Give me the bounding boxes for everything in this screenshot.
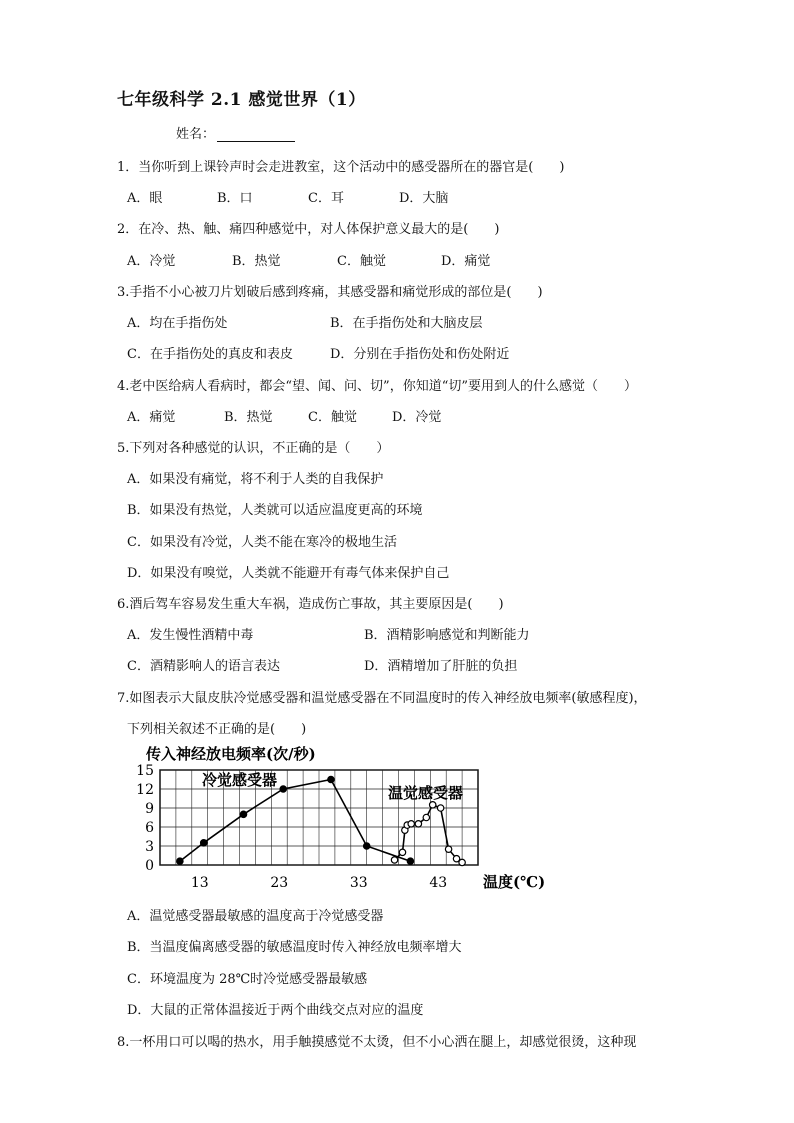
question-8-stem: 8.一杯用口可以喝的热水，用手触摸感觉不太烫，但不小心洒在腿上，却感觉很烫，这种现 [117,1035,637,1050]
warm-receptor-point [459,859,465,865]
x-tick-label: 13 [190,875,209,891]
q4-option-b: B．热觉 [224,410,273,425]
q5-option-b: B．如果没有热觉，人类就可以适应温度更高的环境 [127,503,423,518]
warm-receptor-point [408,821,414,827]
cold-receptor-point [240,811,246,817]
q2-option-c: C．触觉 [337,254,386,269]
question-1-stem: 1．当你听到上课铃声时会走进教室，这个活动中的感受器所在的器官是( ) [117,160,565,175]
q5-option-a: A．如果没有痛觉，将不利于人类的自我保护 [127,472,384,487]
y-tick-label: 0 [145,858,154,874]
series-label-warm: 温觉感受器 [388,784,464,802]
y-tick-label: 9 [145,801,154,817]
q3-option-c: C．在手指伤处的真皮和表皮 [127,347,293,362]
q2-option-d: D．痛觉 [441,254,491,269]
warm-receptor-point [399,849,405,855]
y-tick-label: 15 [136,763,154,779]
name-label: 姓名： [176,127,216,142]
chart-y-ticks [136,763,154,874]
warm-receptor-point [429,802,435,808]
x-tick-label: 43 [429,875,448,891]
question-5-stem: 5.下列对各种感觉的认识，不正确的是（ ） [117,441,390,456]
q6-option-c: C．酒精影响人的语言表达 [127,659,280,674]
chart-xlabel: 温度(℃) [483,873,546,891]
cold-receptor-point [407,858,413,864]
q3-option-d: D．分别在手指伤处和伤处附近 [330,347,510,362]
warm-receptor-point [437,805,443,811]
q3-option-b: B．在手指伤处和大脑皮层 [330,316,483,331]
q1-option-d: D．大脑 [399,191,449,206]
cold-receptor-point [328,776,334,782]
q6-option-d: D．酒精增加了肝脏的负担 [364,659,518,674]
cold-receptor-line [180,780,411,862]
warm-receptor-point [415,821,421,827]
q2-option-a: A．冷觉 [127,254,176,269]
q7-option-d: D．大鼠的正常体温接近于两个曲线交点对应的温度 [127,1003,424,1018]
name-field-row [176,123,295,142]
q3-option-a: A．均在手指伤处 [127,316,228,331]
q7-option-c: C．环境温度为 28℃时冷觉感受器最敏感 [127,972,368,987]
x-tick-label: 33 [349,875,368,891]
page-title: 七年级科学 2.1 感觉世界（1） [117,90,366,110]
q5-option-d: D．如果没有嗅觉，人类就不能避开有毒气体来保护自己 [127,566,450,581]
q4-option-c: C．触觉 [308,410,357,425]
warm-receptor-point [445,846,451,852]
chart-x-ticks [191,875,447,891]
question-7-stem: 7.如图表示大鼠皮肤冷觉感受器和温觉感受器在不同温度时的传入神经放电频率(敏感程度)， [117,691,647,706]
q5-option-c: C．如果没有冷觉，人类不能在寒冷的极地生活 [127,535,397,550]
q1-option-a: A．眼 [127,191,163,206]
question-6-stem: 6.酒后驾车容易发生重大车祸，造成伤亡事故，其主要原因是( ) [117,597,504,612]
q4-option-a: A．痛觉 [127,410,176,425]
warm-receptor-point [423,814,429,820]
y-tick-label: 3 [145,839,154,855]
cold-receptor-point [177,858,183,864]
q1-option-c: C．耳 [308,191,344,206]
x-tick-label: 23 [270,875,289,891]
cold-receptor-point [201,840,207,846]
cold-receptor-point [364,843,370,849]
q6-option-a: A．发生慢性酒精中毒 [127,628,254,643]
y-tick-label: 6 [145,820,154,836]
warm-receptor-point [391,857,397,863]
chart-ylabel: 传入神经放电频率(次/秒) [146,745,316,763]
name-blank-line[interactable] [217,128,295,142]
cold-receptor-point [280,786,286,792]
question-3-stem: 3.手指不小心被刀片划破后感到疼痛，其感受器和痛觉形成的部位是( ) [117,285,543,300]
question-2-stem: 2．在冷、热、触、痛四种感觉中，对人体保护意义最大的是( ) [117,222,500,237]
q2-option-b: B．热觉 [232,254,281,269]
series-label-cold: 冷觉感受器 [202,771,278,789]
q4-option-d: D．冷觉 [392,410,442,425]
question-7-stem-continued: 下列相关叙述不正确的是( ) [127,722,307,737]
q6-option-b: B．酒精影响感觉和判断能力 [364,628,530,643]
q7-option-a: A．温觉感受器最敏感的温度高于冷觉感受器 [127,909,384,924]
y-tick-label: 12 [136,782,154,798]
q1-option-b: B．口 [217,191,253,206]
nerve-frequency-chart [118,742,578,892]
question-4-stem: 4.老中医给病人看病时，都会“望、闻、问、切”，你知道“切”要用到人的什么感觉（ ） [117,379,637,394]
q7-option-b: B．当温度偏离感受器的敏感温度时传入神经放电频率增大 [127,940,462,955]
